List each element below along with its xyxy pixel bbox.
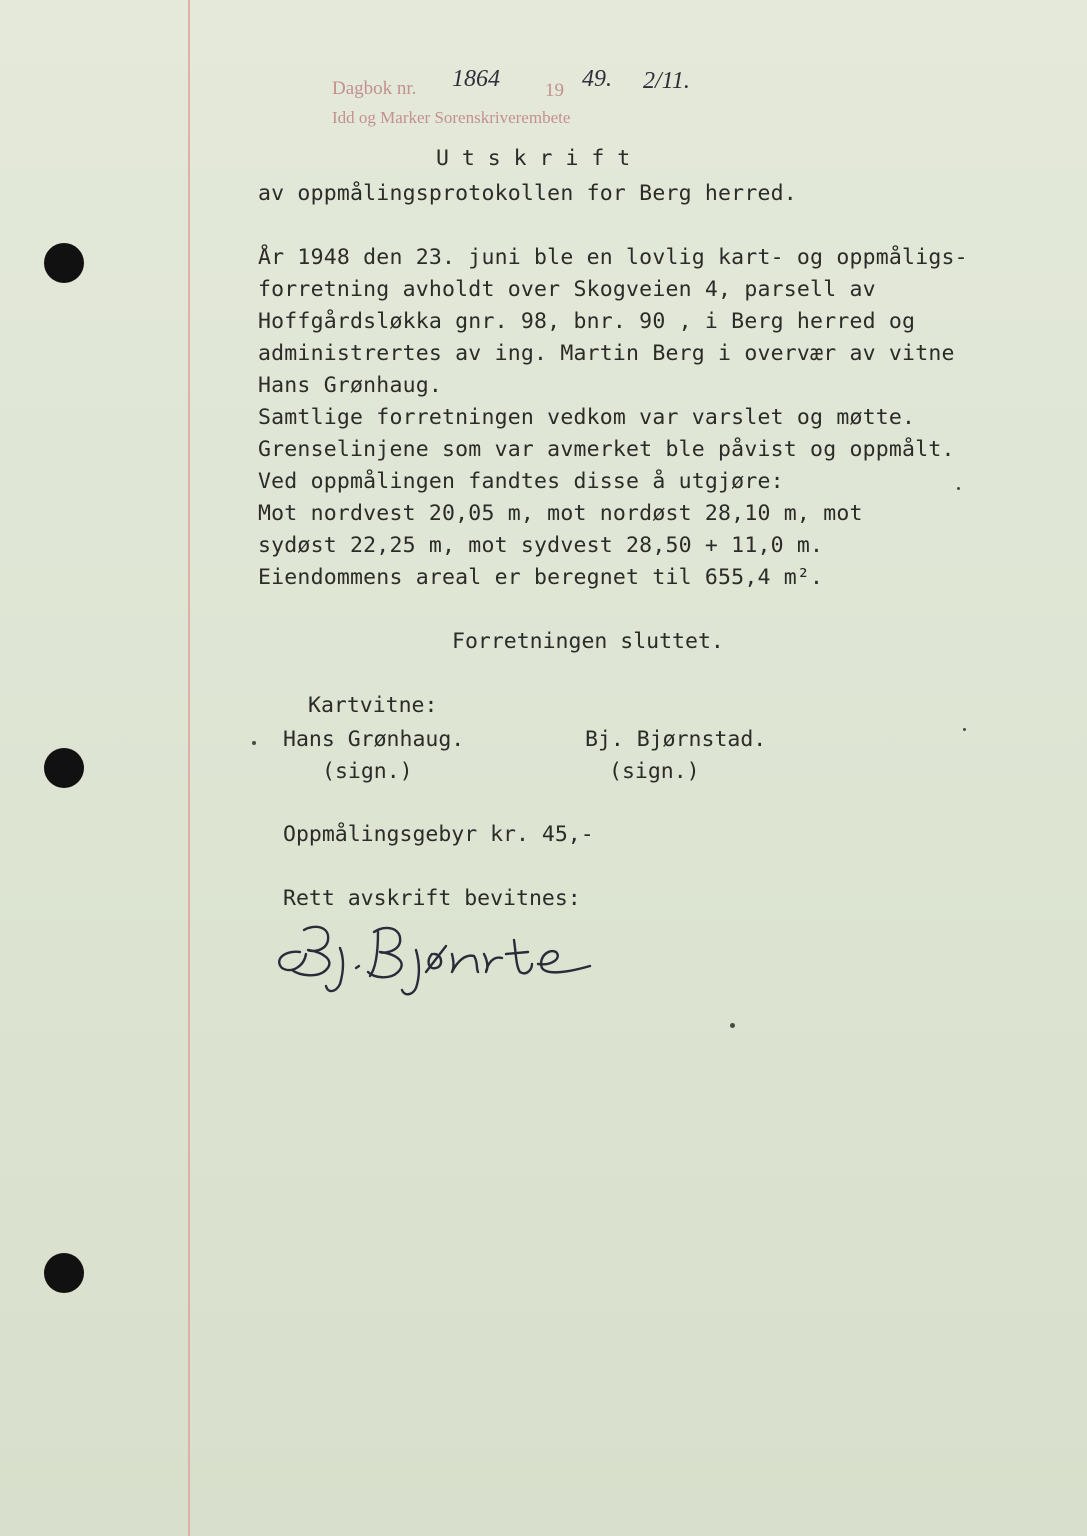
body-line: Grenselinjene som var avmerket ble påvist og oppmålt.	[258, 437, 955, 462]
body-line: Eiendommens areal er beregnet til 655,4 m².	[258, 565, 824, 590]
journal-date: 2/11.	[643, 68, 690, 94]
punch-hole	[44, 1253, 84, 1293]
stamp-prefix: Dagbok nr.	[332, 78, 417, 99]
speck	[252, 741, 256, 745]
speck	[730, 1023, 735, 1028]
margin-line	[188, 0, 190, 1536]
body-line: Hans Grønhaug.	[258, 373, 443, 398]
body-line: År 1948 den 23. juni ble en lovlig kart- og oppmåligs-	[258, 245, 968, 270]
journal-stamp-line1	[332, 78, 416, 100]
witness-sign: (sign.)	[322, 759, 413, 784]
surveyor-name: Bj. Bjørnstad.	[585, 727, 767, 752]
journal-number: 1864	[452, 66, 500, 92]
journal-stamp-line2: Idd og Marker Sorenskriverembete	[332, 108, 571, 127]
body-line: Mot nordvest 20,05 m, mot nordøst 28,10 m, mot	[258, 501, 863, 526]
witness-label: Kartvitne:	[308, 693, 438, 718]
witness-name: Hans Grønhaug.	[283, 727, 465, 752]
speck	[957, 487, 960, 490]
punch-hole	[44, 243, 84, 283]
closing-text: Forretningen sluttet.	[452, 629, 724, 654]
body-line: sydøst 22,25 m, mot sydvest 28,50 + 11,0 m.	[258, 533, 824, 558]
body-line: Samtlige forretningen vedkom var varslet og møtte.	[258, 405, 916, 430]
surveyor-sign: (sign.)	[609, 759, 700, 784]
journal-year: 49.	[582, 66, 612, 92]
body-line: Hoffgårdsløkka gnr. 98, bnr. 90 , i Berg herred og	[258, 309, 916, 334]
certification-text: Rett avskrift bevitnes:	[283, 886, 581, 911]
handwritten-signature	[270, 910, 610, 1000]
body-line: Ved oppmålingen fandtes disse å utgjøre:	[258, 469, 784, 494]
body-line: forretning avholdt over Skogveien 4, parsell av	[258, 277, 876, 302]
speck	[963, 728, 966, 731]
document-title: U t s k r i f t	[436, 146, 631, 171]
fee-text: Oppmålingsgebyr kr. 45,-	[283, 822, 594, 847]
stamp-year-prefix: 19	[545, 80, 564, 101]
document-subtitle: av oppmålingsprotokollen for Berg herred.	[258, 181, 797, 206]
punch-hole	[44, 748, 84, 788]
body-line: administrertes av ing. Martin Berg i overvær av vitne	[258, 341, 955, 366]
